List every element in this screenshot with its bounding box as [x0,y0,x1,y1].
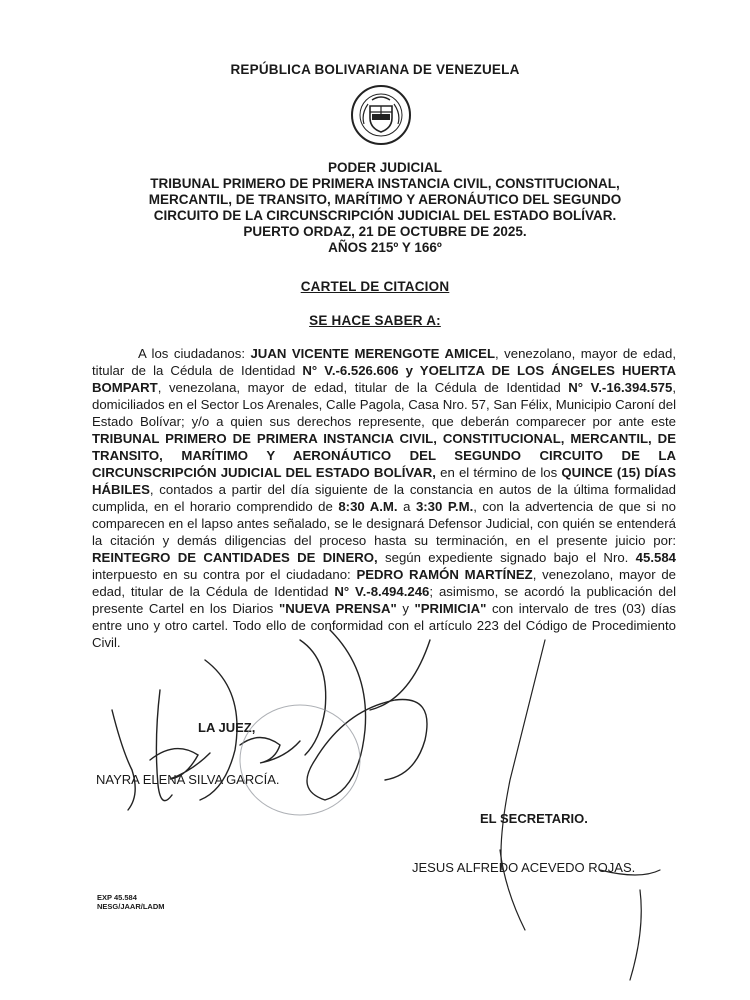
text-segment: según expediente signado bajo el Nro. [377,550,636,565]
bold-text-segment: QUINCE (15) DÍAS HÁBILES [92,465,677,497]
text-segment: , con la advertencia de que si no comparecen en el lapso antes señalado, se le designará Defensor Judicial, con quién se entenderá la citación y demás diligencias del proceso hasta su terminación, en el presente juicio por: [92,499,676,548]
text-segment: en el término de los [435,465,562,480]
text-segment: ; asimismo, se acordó la publicación del presente Cartel en los Diarios [92,584,676,616]
judge-name: NAYRA ELENA SILVA GARCÍA. [96,772,280,787]
heading-line: AÑOS 215º Y 166º [328,240,442,255]
bold-text-segment: 3:30 P.M. [415,499,474,514]
heading-line: CIRCUITO DE LA CIRCUNSCRIPCIÓN JUDICIAL DEL ESTADO BOLÍVAR. [153,208,617,223]
citation-paragraph [92,345,676,651]
judge-title: LA JUEZ, [198,720,256,735]
bold-text-segment: "NUEVA PRENSA" [278,601,397,616]
country-heading: REPÚBLICA BOLIVARIANA DE VENEZUELA [230,62,520,77]
initials: NESG/JAAR/LADM [97,902,165,911]
expedient-number: EXP 45.584 [97,893,137,902]
heading-line: MERCANTIL, DE TRANSITO, MARÍTIMO Y AERONÁUTICO DEL SEGUNDO [148,192,622,207]
heading-line: PODER JUDICIAL [327,160,442,175]
heading-line: TRIBUNAL PRIMERO DE PRIMERA INSTANCIA CIVIL, CONSTITUCIONAL, [150,176,620,191]
court-heading [90,160,680,256]
seal-label [0,0,1,1]
heading-line: PUERTO ORDAZ, 21 DE OCTUBRE DE 2025. [243,224,527,239]
text-segment: , venezolano, mayor de edad, titular de la Cédula de Identidad [92,567,677,599]
bold-text-segment: JUAN VICENTE MERENGOTE AMICEL [250,346,495,361]
bold-text-segment: N° V.-8.494.246 [334,584,430,599]
bold-text-segment: REINTEGRO DE CANTIDADES DE DINERO, [92,550,378,565]
bold-text-segment: 8:30 A.M. [338,499,398,514]
text-segment: con intervalo de tres (03) días entre uno y otro cartel. Todo ello de conformidad con el artículo 223 del Código de Procedimiento Civil. [92,601,676,650]
text-segment: interpuesto en su contra por el ciudadano: [92,567,357,582]
text-segment: A los ciudadanos: [138,346,251,361]
citation-body [92,345,676,651]
text-segment: a [397,499,416,514]
secretary-name: JESUS ALFREDO ACEVEDO ROJAS. [412,860,636,875]
bold-text-segment: "PRIMICIA" [414,601,487,616]
bold-text-segment: PEDRO RAMÓN MARTÍNEZ [356,567,533,582]
text-segment: , domiciliados en el Sector Los Arenales, Calle Pagola, Casa Nro. 57, San Félix, Municipio Caroní del Estado Bolívar; y/o a quien sus derechos represente, que deberán comparecer por ante este [92,380,676,429]
document-subtitle: SE HACE SABER A: [309,313,441,328]
bold-text-segment: N° V.-6.526.606 y YOELITZA DE LOS ÁNGELES HUERTA BOMPART [92,363,676,395]
footer-reference [97,893,165,911]
bold-text-segment: TRIBUNAL PRIMERO DE PRIMERA INSTANCIA CIVIL, CONSTITUCIONAL, MERCANTIL, DE TRANSITO, MARÍTIMO Y AERONÁUTICO DEL SEGUNDO CIRCUITO DE LA CIRCUNSCRIPCIÓN JUDICIAL DEL ESTADO BOLÍVAR, [92,431,676,480]
bold-text-segment: 45.584 [635,550,676,565]
text-segment: , venezolana, mayor de edad, titular de la Cédula de Identidad [157,380,569,395]
text-segment: y [396,601,415,616]
secretary-title: EL SECRETARIO. [480,811,588,826]
text-segment: , contados a partir del día siguiente de la constancia en autos de la última formalidad cumplida, en el horario comprendido de [92,482,676,514]
document-title: CARTEL DE CITACION [300,279,450,294]
text-segment: , venezolano, mayor de edad, titular de la Cédula de Identidad [92,346,676,378]
court-seal-icon [350,84,412,146]
bold-text-segment: N° V.-16.394.575 [568,380,673,395]
